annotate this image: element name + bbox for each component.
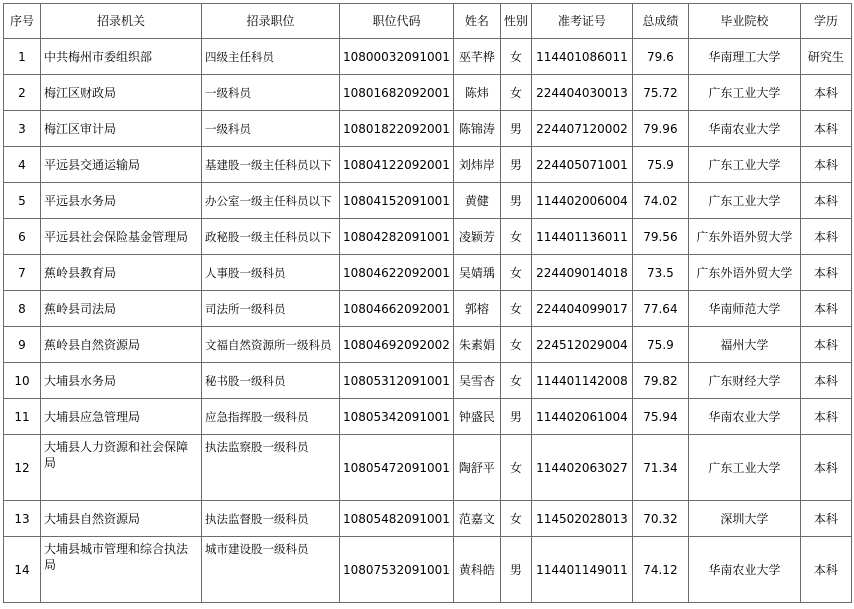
cell-degree: 本科 [800,363,851,399]
cell-degree: 本科 [800,291,851,327]
cell-school: 广东工业大学 [688,147,800,183]
cell-ticket: 114401149011 [531,537,632,603]
cell-score: 73.5 [632,255,688,291]
table-row [4,327,852,363]
cell-position: 一级科员 [202,111,340,147]
cell-school: 广东外语外贸大学 [688,219,800,255]
cell-agency: 大埔县水务局 [41,363,202,399]
cell-index: 3 [4,111,41,147]
cell-position-code: 10805482091001 [340,501,454,537]
cell-ticket: 224404030013 [531,75,632,111]
results-table [3,3,852,603]
cell-ticket: 114401136011 [531,219,632,255]
cell-ticket: 224512029004 [531,327,632,363]
cell-position-code: 10804662092001 [340,291,454,327]
cell-name: 吴婧瑀 [453,255,500,291]
cell-school: 华南农业大学 [688,111,800,147]
cell-degree: 本科 [800,435,851,501]
cell-agency: 大埔县人力资源和社会保障局 [41,435,202,501]
cell-gender: 女 [500,75,531,111]
header-cell: 职位代码 [340,4,454,39]
table-row [4,537,852,603]
cell-agency: 蕉岭县自然资源局 [41,327,202,363]
cell-degree: 研究生 [800,39,851,75]
cell-degree: 本科 [800,183,851,219]
header-row [4,4,852,39]
cell-score: 75.72 [632,75,688,111]
cell-index: 4 [4,147,41,183]
table-row [4,291,852,327]
header-cell: 姓名 [453,4,500,39]
cell-gender: 女 [500,327,531,363]
cell-agency: 平远县水务局 [41,183,202,219]
cell-gender: 男 [500,399,531,435]
header-cell: 学历 [800,4,851,39]
cell-school: 广东工业大学 [688,435,800,501]
table-row [4,39,852,75]
cell-school: 广东财经大学 [688,363,800,399]
cell-position-code: 10804282091001 [340,219,454,255]
cell-agency: 大埔县城市管理和综合执法局 [41,537,202,603]
cell-name: 朱素娟 [453,327,500,363]
cell-ticket: 224405071001 [531,147,632,183]
cell-name: 黄科皓 [453,537,500,603]
cell-degree: 本科 [800,537,851,603]
cell-position-code: 10807532091001 [340,537,454,603]
header-cell: 毕业院校 [688,4,800,39]
cell-gender: 女 [500,363,531,399]
cell-index: 1 [4,39,41,75]
cell-name: 刘炜岸 [453,147,500,183]
cell-position: 四级主任科员 [202,39,340,75]
table-row [4,111,852,147]
cell-position-code: 10805312091001 [340,363,454,399]
cell-score: 70.32 [632,501,688,537]
cell-gender: 女 [500,219,531,255]
cell-school: 福州大学 [688,327,800,363]
cell-position-code: 10800032091001 [340,39,454,75]
cell-position: 司法所一级科员 [202,291,340,327]
cell-position: 一级科员 [202,75,340,111]
cell-degree: 本科 [800,111,851,147]
cell-index: 5 [4,183,41,219]
cell-gender: 女 [500,435,531,501]
cell-position-code: 10804622092001 [340,255,454,291]
table-row [4,255,852,291]
cell-gender: 男 [500,537,531,603]
cell-degree: 本科 [800,219,851,255]
header-cell: 性别 [500,4,531,39]
header-cell: 准考证号 [531,4,632,39]
cell-score: 77.64 [632,291,688,327]
cell-name: 陶舒平 [453,435,500,501]
cell-ticket: 114401142008 [531,363,632,399]
cell-school: 华南师范大学 [688,291,800,327]
cell-position: 人事股一级科员 [202,255,340,291]
cell-agency: 中共梅州市委组织部 [41,39,202,75]
cell-school: 华南农业大学 [688,537,800,603]
cell-gender: 男 [500,147,531,183]
cell-score: 79.56 [632,219,688,255]
cell-degree: 本科 [800,255,851,291]
cell-index: 7 [4,255,41,291]
cell-school: 华南农业大学 [688,399,800,435]
header-cell: 招录职位 [202,4,340,39]
cell-degree: 本科 [800,501,851,537]
cell-degree: 本科 [800,327,851,363]
cell-name: 黄健 [453,183,500,219]
cell-position: 应急指挥股一级科员 [202,399,340,435]
cell-agency: 大埔县应急管理局 [41,399,202,435]
cell-score: 75.9 [632,327,688,363]
cell-score: 74.12 [632,537,688,603]
cell-agency: 平远县交通运输局 [41,147,202,183]
cell-position: 城市建设股一级科员 [202,537,340,603]
cell-position: 文福自然资源所一级科员 [202,327,340,363]
cell-school: 深圳大学 [688,501,800,537]
cell-school: 广东工业大学 [688,75,800,111]
cell-index: 2 [4,75,41,111]
cell-gender: 女 [500,501,531,537]
cell-position-code: 10801822092001 [340,111,454,147]
cell-agency: 蕉岭县教育局 [41,255,202,291]
cell-position-code: 10804122092001 [340,147,454,183]
cell-position-code: 10805342091001 [340,399,454,435]
cell-position: 政秘股一级主任科员以下 [202,219,340,255]
cell-name: 吴雪杏 [453,363,500,399]
cell-name: 陈炜 [453,75,500,111]
cell-index: 11 [4,399,41,435]
cell-position: 基建股一级主任科员以下 [202,147,340,183]
cell-position-code: 10804692092002 [340,327,454,363]
cell-score: 79.96 [632,111,688,147]
header-cell: 招录机关 [41,4,202,39]
cell-ticket: 224407120002 [531,111,632,147]
cell-score: 75.9 [632,147,688,183]
cell-degree: 本科 [800,147,851,183]
cell-gender: 男 [500,183,531,219]
cell-index: 13 [4,501,41,537]
cell-index: 9 [4,327,41,363]
cell-position-code: 10801682092001 [340,75,454,111]
cell-name: 郭榕 [453,291,500,327]
cell-name: 钟盛民 [453,399,500,435]
cell-name: 陈锦涛 [453,111,500,147]
cell-index: 14 [4,537,41,603]
cell-position-code: 10805472091001 [340,435,454,501]
cell-score: 79.6 [632,39,688,75]
cell-index: 12 [4,435,41,501]
cell-ticket: 114402006004 [531,183,632,219]
cell-name: 凌颖芳 [453,219,500,255]
cell-ticket: 224409014018 [531,255,632,291]
cell-school: 华南理工大学 [688,39,800,75]
cell-school: 广东工业大学 [688,183,800,219]
cell-school: 广东外语外贸大学 [688,255,800,291]
cell-score: 74.02 [632,183,688,219]
table-row [4,75,852,111]
cell-index: 8 [4,291,41,327]
cell-position: 办公室一级主任科员以下 [202,183,340,219]
table-row [4,501,852,537]
table-row [4,147,852,183]
cell-gender: 女 [500,255,531,291]
cell-name: 范嘉文 [453,501,500,537]
cell-position: 执法监察股一级科员 [202,435,340,501]
cell-degree: 本科 [800,75,851,111]
cell-agency: 蕉岭县司法局 [41,291,202,327]
table-row [4,435,852,501]
cell-agency: 平远县社会保险基金管理局 [41,219,202,255]
cell-score: 75.94 [632,399,688,435]
cell-agency: 梅江区财政局 [41,75,202,111]
cell-agency: 大埔县自然资源局 [41,501,202,537]
cell-score: 71.34 [632,435,688,501]
table-row [4,183,852,219]
cell-name: 巫芊桦 [453,39,500,75]
cell-index: 10 [4,363,41,399]
cell-degree: 本科 [800,399,851,435]
table-row [4,219,852,255]
cell-gender: 女 [500,291,531,327]
cell-gender: 男 [500,111,531,147]
cell-position: 执法监督股一级科员 [202,501,340,537]
table-row [4,399,852,435]
cell-ticket: 114402063027 [531,435,632,501]
cell-ticket: 224404099017 [531,291,632,327]
header-cell: 序号 [4,4,41,39]
cell-position-code: 10804152091001 [340,183,454,219]
cell-ticket: 114502028013 [531,501,632,537]
cell-ticket: 114402061004 [531,399,632,435]
cell-score: 79.82 [632,363,688,399]
cell-agency: 梅江区审计局 [41,111,202,147]
cell-position: 秘书股一级科员 [202,363,340,399]
cell-gender: 女 [500,39,531,75]
header-cell: 总成绩 [632,4,688,39]
cell-ticket: 114401086011 [531,39,632,75]
cell-index: 6 [4,219,41,255]
table-row [4,363,852,399]
